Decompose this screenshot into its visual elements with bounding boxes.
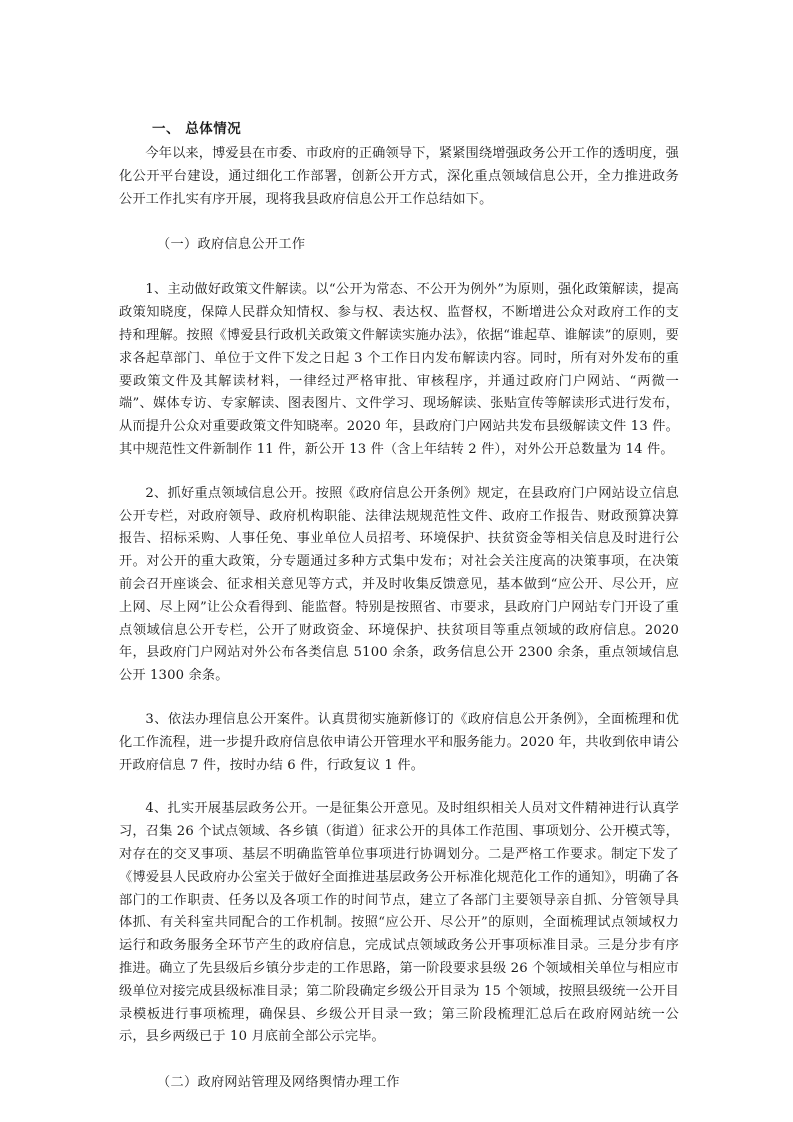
paragraph-spacer bbox=[119, 462, 679, 483]
paragraph-spacer bbox=[119, 688, 679, 709]
paragraph-key-areas: 2、抓好重点领域信息公开。按照《政府信息公开条例》规定，在县政府门户网站设立信息公开专栏，对政府领导、政府机构职能、法律法规规范性文件、政府工作报告、财政预算决算报告、招标采购、人事任免、事业单位人员招考、环境保护、扶贫资金等相关信息及时进行公开。对公开的重大政策，分专题通过多种方式集中发布；对社会关注度高的决策事项，在决策前会召开座谈会、征求相关意见等方式，并及时收集反馈意见，基本做到“应公开、尽公开，应上网、尽上网”让公众看得到、能监督。特别是按照省、市要求，县政府门户网站专门开设了重点领域信息公开专栏，公开了财政资金、环境保护、扶贫项目等重点领域的政府信息。2020 年，县政府门户网站对外公布各类信息 5100 余条，政务信息公开 2300 余条，重点领域信息公开 1300 余条。 bbox=[119, 485, 679, 684]
paragraph-spacer bbox=[119, 777, 679, 798]
subsection-title-1: （一）政府信息公开工作 bbox=[157, 237, 306, 253]
intro-paragraph: 今年以来，博爱县在市委、市政府的正确领导下，紧紧围绕增强政务公开工作的透明度，强化公开平台建设，通过细化工作部署，创新公开方式，深化重点领域信息公开，全力推进政务公开工作扎实有序开展，现将我县政府信息公开工作总结如下。 bbox=[119, 146, 679, 207]
paragraph-grassroots: 4、扎实开展基层政务公开。一是征集公开意见。及时组织相关人员对文件精神进行认真学习，召集 26 个试点领域、各乡镇（街道）征求公开的具体工作范围、事项划分、公开模式等，对存在的交叉事项、基层不明确监管单位事项进行协调划分。二是严格工作要求。制定下发了《博爱县人民政府办公室关于做好全面推进基层政务公开标准化规范化工作的通知》，明确了各部门的工作职责、任务以及各项工作的时间节点，建立了各部门主要领导亲自抓、分管领导具体抓、有关科室共同配合的工作机制。按照“应公开、尽公开”的原则，全面梳理试点领域权力运行和政务服务全环节产生的政府信息，完成试点领域政务公开事项标准目录。三是分步有序推进。确立了先县级后乡镇分步走的工作思路，第一阶段要求县级 26 个领域相关单位与相应市级单位对接完成县级标准目录；第二阶段确定乡级公开目录为 15 个领域，按照县级统一公开目录模板进行事项梳理，确保县、乡级公开目录一致；第三阶段梳理汇总后在政府网站统一公示，县乡两级已于 10 月底前全部公示完毕。 bbox=[119, 801, 679, 1045]
document-body bbox=[119, 118, 679, 1117]
paragraph-cases: 3、依法办理信息公开案件。认真贯彻实施新修订的《政府信息公开条例》，全面梳理和优化工作流程，进一步提升政府信息依申请公开管理水平和服务能力。2020 年，共收到依申请公开政府信息 7 件，按时办结 6 件，行政复议 1 件。 bbox=[119, 711, 679, 773]
subsection-title-2: （二）政府网站管理及网络舆情办理工作 bbox=[157, 1075, 400, 1091]
section-heading: 一、 总体情况 bbox=[152, 121, 242, 137]
paragraph-policy-interpretation: 1、主动做好政策文件解读。以“公开为常态、不公开为例外”为原则，强化政策解读，提高政策知晓度，保障人民群众知情权、参与权、表达权、监督权，不断增进公众对政府工作的支持和理解。按照《博爱县行政机关政策文件解读实施办法》，依据“谁起草、谁解读”的原则，要求各起草部门、单位于文件下发之日起 3 个工作日内发布解读内容。同时，所有对外发布的重要政策文件及其解读材料，一律经过严格审批、审核程序，并通过政府门户网站、“两微一端”、媒体专访、专家解读、图表图片、文件学习、现场解读、张贴宣传等解读形式进行发布，从而提升公众对重要政策文件知晓率。2020 年，县政府门户网站共发布县级解读文件 13 件。其中规范性文件新制作 11 件，新公开 13 件（含上年结转 2 件），对外公开总数量为 14 件。 bbox=[119, 282, 679, 457]
